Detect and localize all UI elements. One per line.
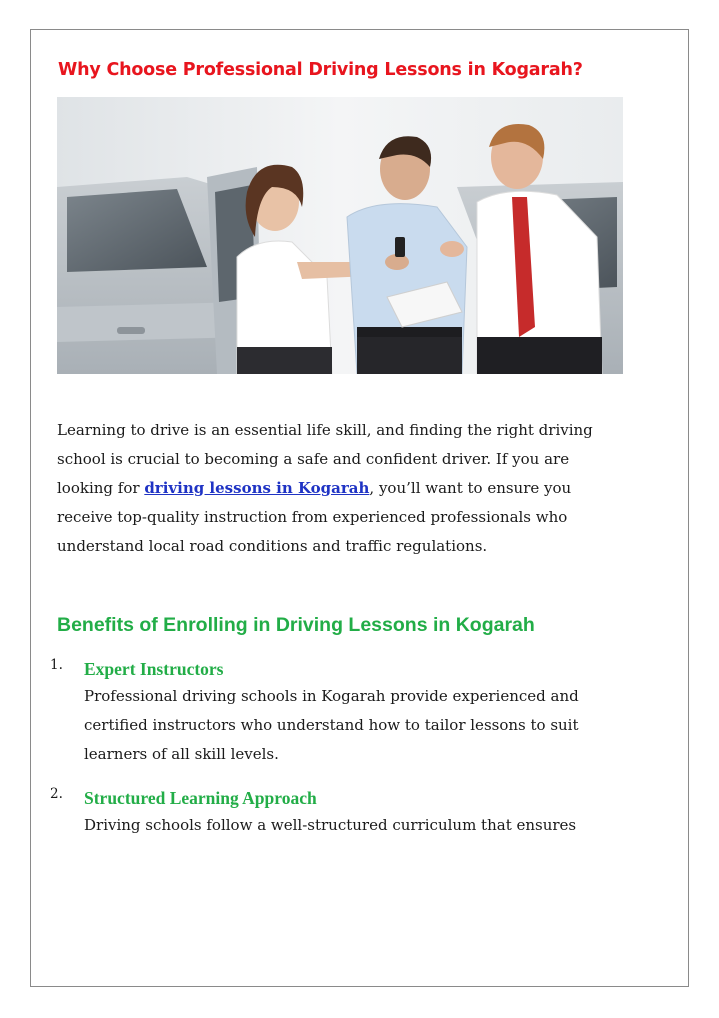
list-item	[46, 785, 616, 840]
hero-photo	[57, 97, 623, 374]
intro-text-after-link: , you’ll want to ensure you receive top-quality instruction from experienced professionals who understand local road conditions and traffic regulations.	[57, 479, 572, 555]
list-item	[46, 656, 616, 769]
list-item-number: 1.	[50, 657, 63, 673]
list-item-body: Driving schools follow a well-structured curriculum that ensures	[84, 816, 577, 834]
driving-lessons-kogarah-link[interactable]: driving lessons in Kogarah	[144, 479, 370, 497]
intro-paragraph	[57, 416, 617, 561]
intro-text-before-link: Learning to drive is an essential life skill, and finding the right driving school is crucial to becoming a safe and confident driver. If you are looking for	[57, 421, 593, 497]
list-item-number: 2.	[50, 786, 63, 802]
list-item-body: Professional driving schools in Kogarah provide experienced and certified instructors who understand how to tailor lessons to suit learners of all skill levels.	[84, 687, 579, 763]
section-heading: Benefits of Enrolling in Driving Lessons in Kogarah	[57, 614, 535, 636]
list-item-title: Expert Instructors	[84, 659, 224, 679]
list-item-title: Structured Learning Approach	[84, 788, 317, 808]
page-title: Why Choose Professional Driving Lessons in Kogarah?	[58, 60, 583, 80]
benefits-list	[46, 656, 616, 856]
